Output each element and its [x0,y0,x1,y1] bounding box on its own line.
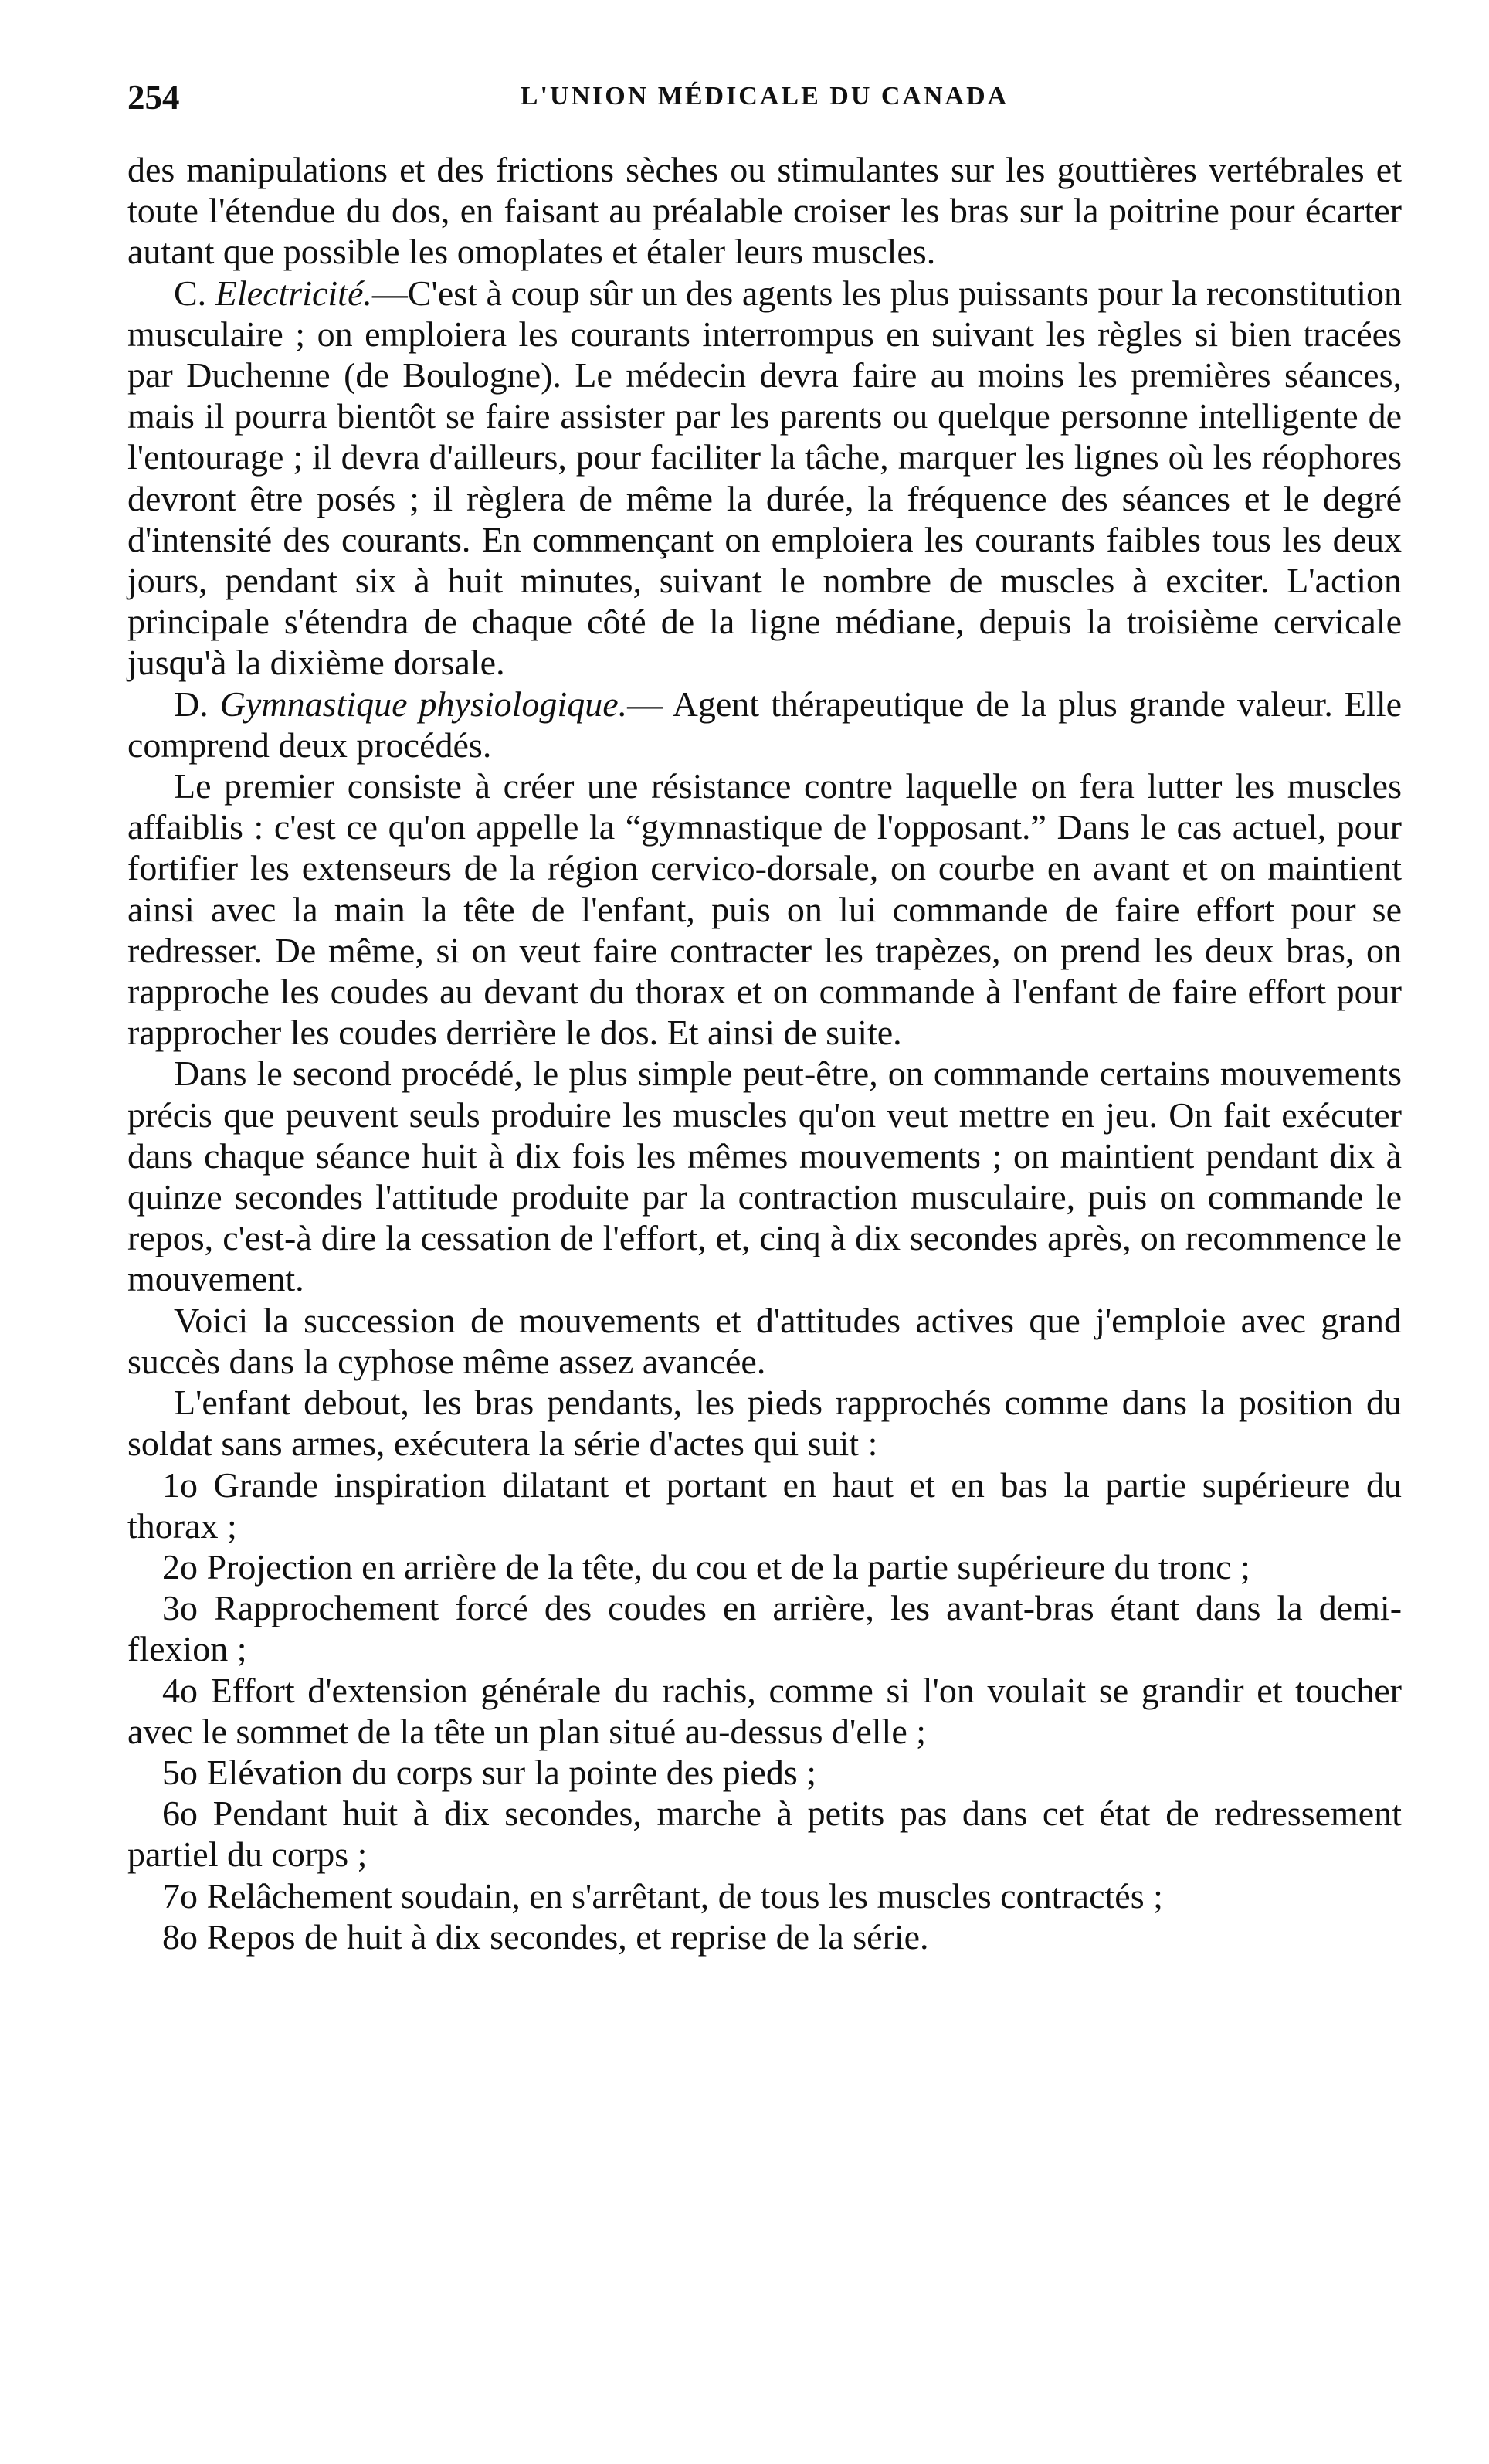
paragraph-text: Voici la succession de mouvements et d'attitudes actives que j'emploie avec grand succès dans la cyphose même assez avancée. [127,1300,1402,1381]
list-item [127,1916,1402,1957]
paragraph-gymnastique [127,684,1402,765]
paragraph-text: Dans le second procédé, le plus simple peut-être, on commande certains mouvements précis que peuvent seuls produire les muscles qu'on veut mettre en jeu. On fait exécuter dans chaque séance huit à dix fois les mêmes mouvements ; on maintient pendant dix à quinze secondes l'attitude produite par la contraction musculaire, puis on commande le repos, c'est-à dire la cessation de l'effort, et, cinq à dix secondes après, on recommence le mouvement. [127,1054,1402,1299]
step-text: Effort d'extension générale du rachis, comme si l'on voulait se grandir et toucher avec le sommet de la tête un plan situé au-dessus d'elle ; [127,1670,1402,1751]
running-title: L'UNION MÉDICALE DU CANADA [520,82,1009,110]
paragraph-text: Le premier consiste à créer une résistance contre laquelle on fera lutter les muscles affaiblis : c'est ce qu'on appelle la “gymnastique de l'opposant.” Dans le cas actuel, pour fortifier les extenseurs de la région cervico-dorsale, on courbe en avant et on maintient ainsi avec la main la tête de l'enfant, puis on lui commande de faire effort pour se redresser. De même, si on veut faire contracter les trapèzes, on prend les deux bras, on rapproche les coudes au devant du thorax et on commande à l'enfant de faire effort pour rapprocher les coudes derrière le dos. Et ainsi de suite. [127,766,1402,1053]
step-number: 3o [162,1588,198,1628]
section-heading: Electricité. [215,273,372,313]
step-number: 1o [162,1464,198,1505]
section-letter: C. [174,273,215,313]
paragraph-continuation [127,149,1402,273]
list-item [127,1587,1402,1669]
section-heading: Gymnastique physiologique. [219,684,628,724]
step-text: Grande inspiration dilatant et portant en haut et en bas la partie supérieure du thorax ; [127,1464,1402,1546]
paragraph-electricite [127,273,1402,684]
paragraph-succession [127,1300,1402,1382]
paragraph-text: L'enfant debout, les bras pendants, les pieds rapprochés comme dans la position du soldat sans armes, exécutera la série d'actes qui suit : [127,1383,1402,1464]
page-number: 254 [127,78,180,117]
paragraph-text: — Agent thérapeutique de la plus grande valeur. Elle comprend deux procédés. [127,684,1403,765]
paragraph-enfant-debout [127,1382,1402,1464]
paragraph-text: —C'est à coup sûr un des agents les plus puissants pour la reconstitution musculaire ; on emploiera les courants interrompus en suivant les règles si bien tracées par Duchenne (de Boulogne). Le médecin devra faire au moins les premières séances, mais il pourra bientôt se faire assister par les parents ou quelque personne intelligente de l'entourage ; il devra d'ailleurs, pour faciliter la tâche, marquer les lignes où les réophores devront être posés ; il règlera de même la durée, la fréquence des séances et le degré d'intensité des courants. En commençant on emploiera les courants faibles tous les deux jours, pendant six à huit minutes, suivant le nombre de muscles à exciter. L'action principale s'étendra de chaque côté de la ligne médiane, depuis la troisième cervicale jusqu'à la dixième dorsale. [127,273,1403,683]
list-item [127,1670,1402,1752]
step-number: 7o [162,1875,198,1916]
step-number: 6o [162,1794,198,1834]
step-text: Repos de huit à dix secondes, et reprise de la série. [206,1916,929,1957]
step-text: Elévation du corps sur la pointe des pieds ; [206,1752,817,1792]
list-item [127,1793,1402,1875]
list-item [127,1875,1402,1916]
section-letter: D. [174,684,220,724]
list-item [127,1546,1402,1587]
step-number: 2o [162,1546,198,1587]
step-text: Relâchement soudain, en s'arrêtant, de tous les muscles contractés ; [206,1875,1163,1916]
list-item [127,1464,1402,1546]
step-number: 5o [162,1752,198,1792]
step-text: Rapprochement forcé des coudes en arrière, les avant-bras étant dans la demi-flexion ; [127,1588,1403,1669]
step-text: Pendant huit à dix secondes, marche à petits pas dans cet état de redressement partiel du corps ; [127,1794,1402,1875]
step-number: 4o [162,1670,198,1710]
page-header [127,77,1402,124]
paragraph-second-procede [127,1053,1402,1299]
body-text [127,149,1402,1957]
step-number: 8o [162,1916,198,1957]
paragraph-text: des manipulations et des frictions sèches ou stimulantes sur les gouttières vertébrales et toute l'étendue du dos, en faisant au préalable croiser les bras sur la poitrine pour écarter autant que possible les omoplates et étaler leurs muscles. [127,150,1402,272]
paragraph-premier-procede [127,765,1402,1053]
list-item [127,1752,1402,1793]
step-text: Projection en arrière de la tête, du cou et de la partie supérieure du tronc ; [206,1546,1250,1587]
